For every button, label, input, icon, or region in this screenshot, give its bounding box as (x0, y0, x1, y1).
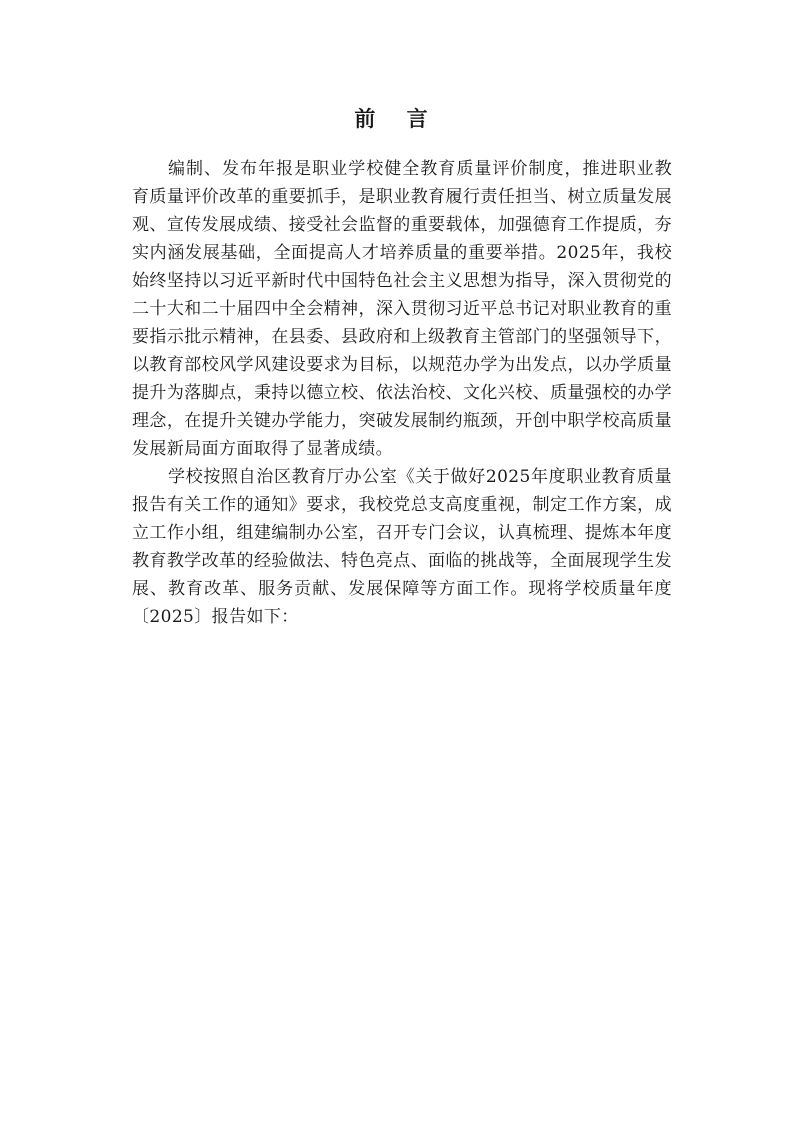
paragraph-1: 编制、发布年报是职业学校健全教育质量评价制度，推进职业教育质量评价改革的重要抓手，是职业教育履行责任担当、树立质量发展观、宣传发展成绩、接受社会监督的重要载体，加强德育工作提质，夯实内涵发展基础，全面提高人才培养质量的重要举措。2025年，我校始终坚持以习近平新时代中国特色社会主义思想为指导，深入贯彻党的二十大和二十届四中全会精神，深入贯彻习近平总书记对职业教育的重要指示批示精神，在县委、县政府和上级教育主管部门的坚强领导下，以教育部校风学风建设要求为目标，以规范办学为出发点，以办学质量提升为落脚点，秉持以德立校、依法治校、文化兴校、质量强校的办学理念，在提升关键办学能力，突破发展制约瓶颈，开创中职学校高质量发展新局面方面取得了显著成绩。 (132, 159, 672, 459)
preface-body (132, 155, 672, 631)
paragraph-2: 学校按照自治区教育厅办公室《关于做好2025年度职业教育质量报告有关工作的通知》要求，我校党总支高度重视，制定工作方案，成立工作小组，组建编制办公室，召开专门会议，认真梳理、提炼本年度教育教学改革的经验做法、特色亮点、面临的挑战等，全面展现学生发展、教育改革、服务贡献、发展保障等方面工作。现将学校质量年度〔2025〕报告如下： (132, 467, 672, 627)
page-title: 前 言 (354, 106, 440, 131)
